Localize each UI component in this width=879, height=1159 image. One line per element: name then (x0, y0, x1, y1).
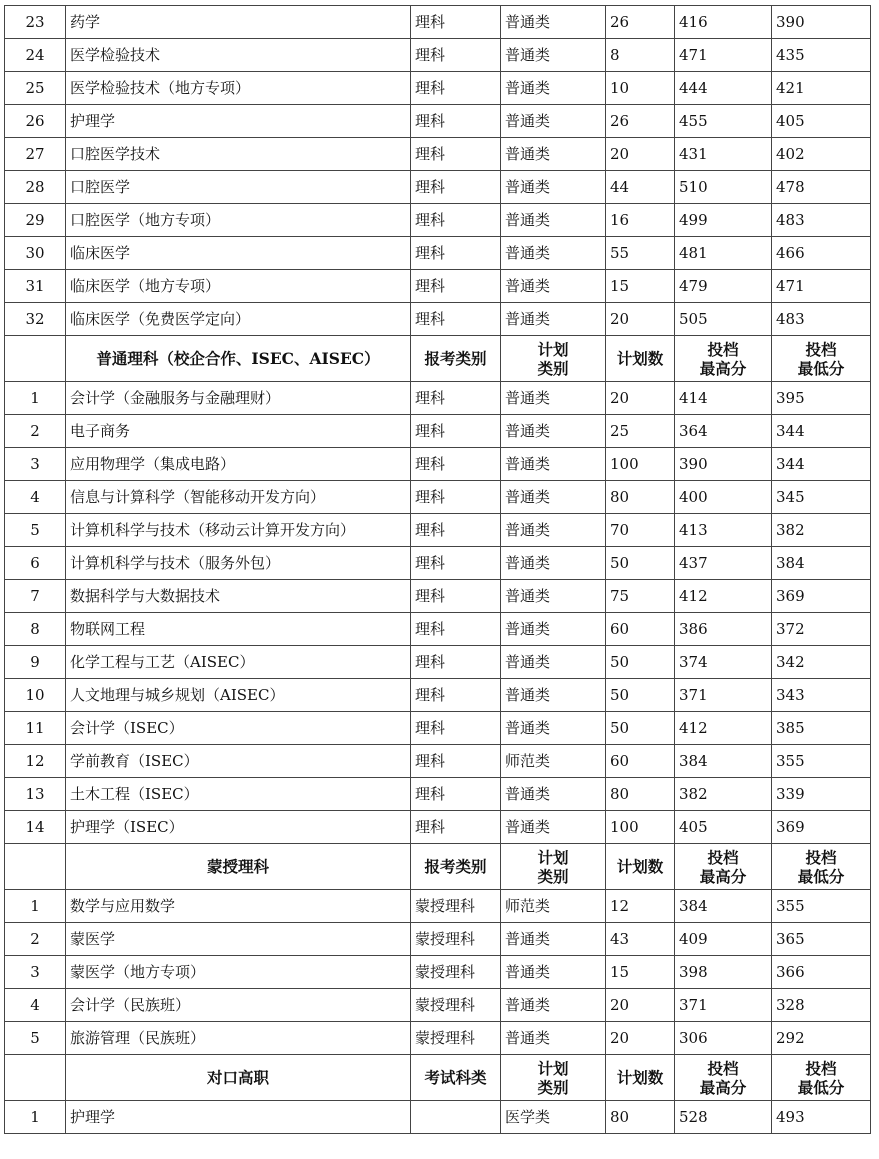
table-row (5, 138, 871, 171)
plan-count: 55 (606, 237, 675, 270)
plan-type: 普通类 (501, 778, 606, 811)
plan-count: 80 (606, 481, 675, 514)
row-number: 3 (5, 448, 66, 481)
exam-category: 理科 (411, 415, 501, 448)
plan-count: 15 (606, 270, 675, 303)
table-row (5, 204, 871, 237)
header-category: 考试科类 (411, 1055, 501, 1101)
row-number: 3 (5, 956, 66, 989)
exam-category: 蒙授理科 (411, 989, 501, 1022)
plan-count: 16 (606, 204, 675, 237)
header-min-score (772, 1055, 871, 1101)
major-name: 旅游管理（民族班） (66, 1022, 411, 1055)
max-score: 499 (675, 204, 772, 237)
plan-count: 44 (606, 171, 675, 204)
min-score: 372 (772, 613, 871, 646)
exam-category: 理科 (411, 237, 501, 270)
min-score: 421 (772, 72, 871, 105)
table-row (5, 1022, 871, 1055)
header-blank (5, 1055, 66, 1101)
plan-type: 普通类 (501, 613, 606, 646)
exam-category: 理科 (411, 72, 501, 105)
admission-score-table (4, 5, 871, 1134)
exam-category: 理科 (411, 448, 501, 481)
table-row (5, 745, 871, 778)
plan-count: 100 (606, 811, 675, 844)
max-score: 481 (675, 237, 772, 270)
table-row (5, 237, 871, 270)
plan-count: 75 (606, 580, 675, 613)
table-row (5, 105, 871, 138)
header-plan-type-line: 类别 (537, 1077, 569, 1097)
plan-count: 60 (606, 745, 675, 778)
min-score: 493 (772, 1101, 871, 1134)
header-max-score-line: 投档 (707, 847, 739, 867)
min-score: 382 (772, 514, 871, 547)
exam-category: 蒙授理科 (411, 890, 501, 923)
header-min-score-line: 最低分 (797, 358, 845, 378)
min-score: 365 (772, 923, 871, 956)
plan-count: 80 (606, 778, 675, 811)
header-plan-count: 计划数 (606, 1055, 675, 1101)
table-row (5, 580, 871, 613)
plan-type: 普通类 (501, 171, 606, 204)
plan-count: 20 (606, 382, 675, 415)
min-score: 435 (772, 39, 871, 72)
plan-count: 50 (606, 547, 675, 580)
max-score: 398 (675, 956, 772, 989)
header-category: 报考类别 (411, 336, 501, 382)
row-number: 6 (5, 547, 66, 580)
major-name: 数据科学与大数据技术 (66, 580, 411, 613)
exam-category: 理科 (411, 481, 501, 514)
min-score: 466 (772, 237, 871, 270)
plan-type: 普通类 (501, 646, 606, 679)
row-number: 4 (5, 481, 66, 514)
header-plan-type-line: 计划 (537, 847, 569, 867)
table-row (5, 415, 871, 448)
min-score: 344 (772, 448, 871, 481)
exam-category: 理科 (411, 171, 501, 204)
section-header-row (5, 336, 871, 382)
section-title: 普通理科（校企合作、ISEC、AISEC） (66, 336, 411, 382)
table-row (5, 1101, 871, 1134)
max-score: 400 (675, 481, 772, 514)
plan-count: 20 (606, 989, 675, 1022)
plan-count: 15 (606, 956, 675, 989)
plan-type: 师范类 (501, 745, 606, 778)
max-score: 414 (675, 382, 772, 415)
row-number: 2 (5, 415, 66, 448)
plan-count: 50 (606, 646, 675, 679)
max-score: 471 (675, 39, 772, 72)
plan-count: 26 (606, 105, 675, 138)
row-number: 28 (5, 171, 66, 204)
exam-category: 理科 (411, 778, 501, 811)
exam-category: 理科 (411, 105, 501, 138)
major-name: 会计学（民族班） (66, 989, 411, 1022)
min-score: 402 (772, 138, 871, 171)
header-plan-type (501, 336, 606, 382)
major-name: 蒙医学（地方专项） (66, 956, 411, 989)
table-row (5, 303, 871, 336)
plan-count: 50 (606, 712, 675, 745)
major-name: 药学 (66, 6, 411, 39)
max-score: 528 (675, 1101, 772, 1134)
min-score: 355 (772, 745, 871, 778)
min-score: 478 (772, 171, 871, 204)
row-number: 14 (5, 811, 66, 844)
table-row (5, 270, 871, 303)
min-score: 355 (772, 890, 871, 923)
table-row (5, 956, 871, 989)
row-number: 2 (5, 923, 66, 956)
min-score: 369 (772, 580, 871, 613)
plan-type: 普通类 (501, 204, 606, 237)
header-max-score (675, 844, 772, 890)
row-number: 24 (5, 39, 66, 72)
plan-type: 普通类 (501, 923, 606, 956)
header-plan-type (501, 844, 606, 890)
exam-category: 理科 (411, 382, 501, 415)
major-name: 临床医学 (66, 237, 411, 270)
plan-type: 师范类 (501, 890, 606, 923)
header-min-score (772, 336, 871, 382)
max-score: 384 (675, 890, 772, 923)
max-score: 371 (675, 679, 772, 712)
max-score: 479 (675, 270, 772, 303)
row-number: 29 (5, 204, 66, 237)
major-name: 电子商务 (66, 415, 411, 448)
major-name: 护理学（ISEC） (66, 811, 411, 844)
table-row (5, 613, 871, 646)
row-number: 12 (5, 745, 66, 778)
exam-category: 蒙授理科 (411, 956, 501, 989)
header-plan-count: 计划数 (606, 844, 675, 890)
row-number: 11 (5, 712, 66, 745)
plan-type: 普通类 (501, 448, 606, 481)
exam-category: 理科 (411, 679, 501, 712)
plan-count: 20 (606, 1022, 675, 1055)
plan-type: 普通类 (501, 989, 606, 1022)
table-row (5, 679, 871, 712)
exam-category: 理科 (411, 712, 501, 745)
header-plan-type (501, 1055, 606, 1101)
exam-category: 理科 (411, 6, 501, 39)
table-row (5, 547, 871, 580)
max-score: 413 (675, 514, 772, 547)
min-score: 342 (772, 646, 871, 679)
table-row (5, 72, 871, 105)
header-plan-type-line: 类别 (537, 358, 569, 378)
major-name: 口腔医学（地方专项） (66, 204, 411, 237)
min-score: 328 (772, 989, 871, 1022)
exam-category: 理科 (411, 547, 501, 580)
major-name: 会计学（ISEC） (66, 712, 411, 745)
header-min-score-line: 投档 (805, 847, 837, 867)
plan-type: 普通类 (501, 382, 606, 415)
table-row (5, 890, 871, 923)
row-number: 8 (5, 613, 66, 646)
plan-type: 普通类 (501, 956, 606, 989)
header-min-score-line: 投档 (805, 339, 837, 359)
exam-category: 理科 (411, 514, 501, 547)
row-number: 1 (5, 890, 66, 923)
major-name: 土木工程（ISEC） (66, 778, 411, 811)
table-row (5, 39, 871, 72)
row-number: 10 (5, 679, 66, 712)
plan-count: 70 (606, 514, 675, 547)
max-score: 505 (675, 303, 772, 336)
major-name: 临床医学（免费医学定向） (66, 303, 411, 336)
header-plan-type-line: 类别 (537, 866, 569, 886)
major-name: 人文地理与城乡规划（AISEC） (66, 679, 411, 712)
major-name: 蒙医学 (66, 923, 411, 956)
min-score: 483 (772, 204, 871, 237)
min-score: 366 (772, 956, 871, 989)
plan-type: 普通类 (501, 303, 606, 336)
row-number: 30 (5, 237, 66, 270)
exam-category: 蒙授理科 (411, 1022, 501, 1055)
row-number: 27 (5, 138, 66, 171)
exam-category: 理科 (411, 811, 501, 844)
major-name: 口腔医学 (66, 171, 411, 204)
row-number: 13 (5, 778, 66, 811)
exam-category: 蒙授理科 (411, 923, 501, 956)
min-score: 395 (772, 382, 871, 415)
exam-category: 理科 (411, 303, 501, 336)
exam-category: 理科 (411, 270, 501, 303)
table-row (5, 989, 871, 1022)
header-min-score-line: 最低分 (797, 866, 845, 886)
row-number: 1 (5, 382, 66, 415)
section-title: 蒙授理科 (66, 844, 411, 890)
header-min-score (772, 844, 871, 890)
min-score: 483 (772, 303, 871, 336)
header-max-score-line: 投档 (707, 339, 739, 359)
table-body (5, 6, 871, 1134)
max-score: 412 (675, 580, 772, 613)
max-score: 437 (675, 547, 772, 580)
plan-type: 医学类 (501, 1101, 606, 1134)
plan-type: 普通类 (501, 6, 606, 39)
table-row (5, 646, 871, 679)
major-name: 临床医学（地方专项） (66, 270, 411, 303)
exam-category: 理科 (411, 204, 501, 237)
min-score: 345 (772, 481, 871, 514)
header-max-score-line: 投档 (707, 1058, 739, 1078)
max-score: 431 (675, 138, 772, 171)
major-name: 数学与应用数学 (66, 890, 411, 923)
plan-count: 100 (606, 448, 675, 481)
max-score: 384 (675, 745, 772, 778)
min-score: 292 (772, 1022, 871, 1055)
table-row (5, 712, 871, 745)
plan-type: 普通类 (501, 138, 606, 171)
row-number: 26 (5, 105, 66, 138)
exam-category: 理科 (411, 580, 501, 613)
plan-count: 60 (606, 613, 675, 646)
exam-category: 理科 (411, 613, 501, 646)
exam-category: 理科 (411, 39, 501, 72)
plan-type: 普通类 (501, 105, 606, 138)
row-number: 23 (5, 6, 66, 39)
plan-count: 20 (606, 303, 675, 336)
plan-count: 10 (606, 72, 675, 105)
min-score: 405 (772, 105, 871, 138)
major-name: 计算机科学与技术（移动云计算开发方向） (66, 514, 411, 547)
row-number: 32 (5, 303, 66, 336)
row-number: 4 (5, 989, 66, 1022)
min-score: 339 (772, 778, 871, 811)
section-header-row (5, 1055, 871, 1101)
plan-type: 普通类 (501, 514, 606, 547)
max-score: 409 (675, 923, 772, 956)
table-row (5, 448, 871, 481)
min-score: 369 (772, 811, 871, 844)
table-row (5, 6, 871, 39)
min-score: 471 (772, 270, 871, 303)
plan-type: 普通类 (501, 547, 606, 580)
header-blank (5, 844, 66, 890)
plan-type: 普通类 (501, 237, 606, 270)
plan-count: 25 (606, 415, 675, 448)
exam-category: 理科 (411, 745, 501, 778)
plan-type: 普通类 (501, 481, 606, 514)
header-max-score-line: 最高分 (699, 866, 747, 886)
max-score: 405 (675, 811, 772, 844)
major-name: 计算机科学与技术（服务外包） (66, 547, 411, 580)
major-name: 护理学 (66, 1101, 411, 1134)
max-score: 412 (675, 712, 772, 745)
max-score: 386 (675, 613, 772, 646)
plan-type: 普通类 (501, 72, 606, 105)
major-name: 物联网工程 (66, 613, 411, 646)
table-row (5, 171, 871, 204)
major-name: 医学检验技术（地方专项） (66, 72, 411, 105)
row-number: 7 (5, 580, 66, 613)
exam-category: 理科 (411, 646, 501, 679)
table-row (5, 382, 871, 415)
plan-count: 43 (606, 923, 675, 956)
major-name: 会计学（金融服务与金融理财） (66, 382, 411, 415)
header-category: 报考类别 (411, 844, 501, 890)
table-row (5, 481, 871, 514)
section-header-row (5, 844, 871, 890)
major-name: 信息与计算科学（智能移动开发方向） (66, 481, 411, 514)
row-number: 5 (5, 514, 66, 547)
header-max-score-line: 最高分 (699, 1077, 747, 1097)
exam-category: 理科 (411, 138, 501, 171)
plan-type: 普通类 (501, 679, 606, 712)
min-score: 385 (772, 712, 871, 745)
table-row (5, 811, 871, 844)
row-number: 1 (5, 1101, 66, 1134)
header-max-score (675, 1055, 772, 1101)
min-score: 384 (772, 547, 871, 580)
max-score: 390 (675, 448, 772, 481)
max-score: 455 (675, 105, 772, 138)
header-plan-type-line: 计划 (537, 1058, 569, 1078)
header-plan-count: 计划数 (606, 336, 675, 382)
max-score: 306 (675, 1022, 772, 1055)
plan-type: 普通类 (501, 39, 606, 72)
min-score: 344 (772, 415, 871, 448)
plan-count: 80 (606, 1101, 675, 1134)
plan-type: 普通类 (501, 415, 606, 448)
major-name: 护理学 (66, 105, 411, 138)
max-score: 382 (675, 778, 772, 811)
plan-type: 普通类 (501, 580, 606, 613)
major-name: 口腔医学技术 (66, 138, 411, 171)
plan-type: 普通类 (501, 270, 606, 303)
header-max-score-line: 最高分 (699, 358, 747, 378)
max-score: 374 (675, 646, 772, 679)
header-blank (5, 336, 66, 382)
min-score: 343 (772, 679, 871, 712)
header-min-score-line: 最低分 (797, 1077, 845, 1097)
max-score: 444 (675, 72, 772, 105)
row-number: 5 (5, 1022, 66, 1055)
plan-type: 普通类 (501, 712, 606, 745)
plan-count: 12 (606, 890, 675, 923)
plan-count: 26 (606, 6, 675, 39)
plan-type: 普通类 (501, 1022, 606, 1055)
plan-count: 50 (606, 679, 675, 712)
plan-count: 20 (606, 138, 675, 171)
major-name: 学前教育（ISEC） (66, 745, 411, 778)
major-name: 化学工程与工艺（AISEC） (66, 646, 411, 679)
major-name: 医学检验技术 (66, 39, 411, 72)
plan-type: 普通类 (501, 811, 606, 844)
plan-count: 8 (606, 39, 675, 72)
table-row (5, 923, 871, 956)
header-max-score (675, 336, 772, 382)
max-score: 416 (675, 6, 772, 39)
section-title: 对口高职 (66, 1055, 411, 1101)
major-name: 应用物理学（集成电路） (66, 448, 411, 481)
row-number: 9 (5, 646, 66, 679)
row-number: 25 (5, 72, 66, 105)
table-row (5, 514, 871, 547)
max-score: 364 (675, 415, 772, 448)
min-score: 390 (772, 6, 871, 39)
max-score: 510 (675, 171, 772, 204)
row-number: 31 (5, 270, 66, 303)
header-plan-type-line: 计划 (537, 339, 569, 359)
max-score: 371 (675, 989, 772, 1022)
header-min-score-line: 投档 (805, 1058, 837, 1078)
table-row (5, 778, 871, 811)
exam-category (411, 1101, 501, 1134)
